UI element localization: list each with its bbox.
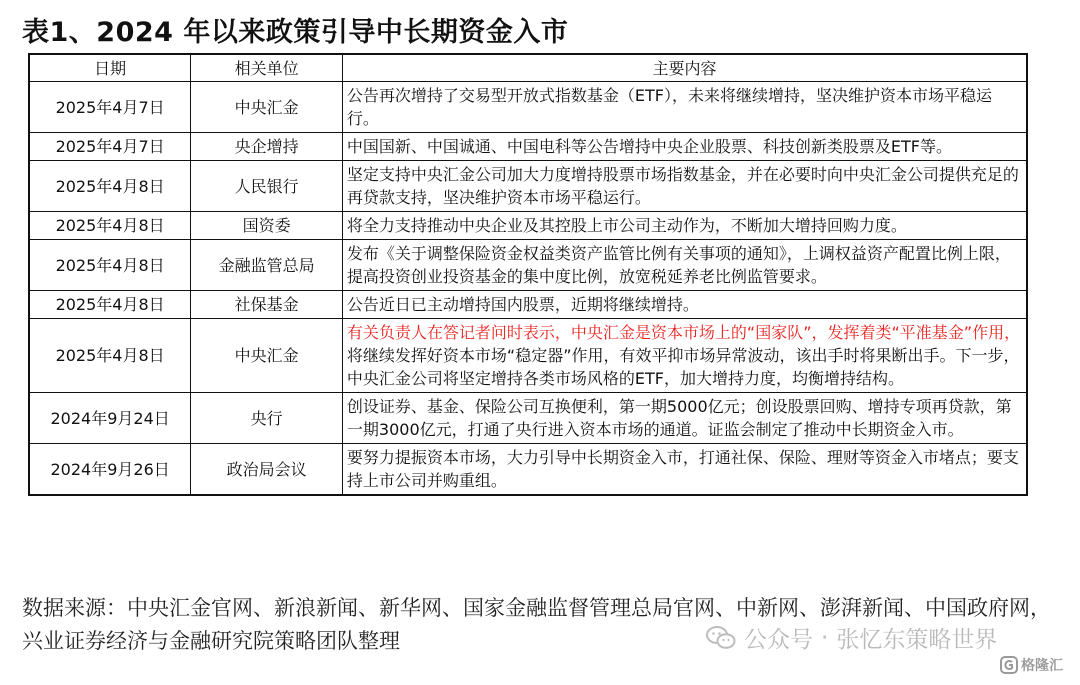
header-content: 主要内容	[342, 54, 1027, 82]
row-unit: 中央汇金	[191, 319, 343, 393]
row-unit: 社保基金	[191, 291, 343, 319]
data-source-note: 数据来源：中央汇金官网、新浪新闻、新华网、国家金融监督管理总局官网、中新网、澎湃新闻、中国政府网，兴业证券经济与金融研究院策略团队整理	[22, 596, 1051, 653]
row-date: 2025年4月8日	[29, 212, 191, 240]
table-row	[29, 393, 1027, 444]
table-row	[29, 133, 1027, 161]
row-content: 公告近日已主动增持国内股票，近期将继续增持。	[342, 291, 1027, 319]
wechat-icon	[706, 625, 736, 651]
table-row	[29, 82, 1027, 133]
row-date: 2025年4月7日	[29, 82, 191, 133]
policy-table	[28, 53, 1028, 496]
logo-mark-icon	[1000, 656, 1018, 674]
table-row	[29, 319, 1027, 393]
logo-text: 格隆汇	[1021, 658, 1063, 674]
row-content: 中国国新、中国诚通、中国电科等公告增持中央企业股票、科技创新类股票及ETF等。	[342, 133, 1027, 161]
row-date: 2025年4月8日	[29, 161, 191, 212]
row-date: 2025年4月8日	[29, 291, 191, 319]
table-row	[29, 212, 1027, 240]
row-unit: 人民银行	[191, 161, 343, 212]
table-row	[29, 444, 1027, 496]
wechat-watermark	[706, 621, 997, 654]
row-date: 2024年9月26日	[29, 444, 191, 496]
row-content: 创设证券、基金、保险公司互换便利，第一期5000亿元；创设股票回购、增持专项再贷款，第一期3000亿元，打通了央行进入资本市场的通道。证监会制定了推动中长期资金入市。	[342, 393, 1027, 444]
row-content-rest: 将继续发挥好资本市场“稳定器”作用，有效平抑市场异常波动，该出手时将果断出手。下一步，中央汇金公司将坚定增持各类市场风格的ETF，加大增持力度，均衡增持结构。	[346, 346, 1020, 388]
row-unit: 政治局会议	[191, 444, 343, 496]
row-content	[342, 319, 1027, 393]
row-unit: 金融监管总局	[191, 240, 343, 291]
row-date: 2024年9月24日	[29, 393, 191, 444]
row-content: 要努力提振资本市场，大力引导中长期资金入市，打通社保、保险、理财等资金入市堵点；要支持上市公司并购重组。	[342, 444, 1027, 496]
gelonghui-logo	[1000, 655, 1063, 675]
row-date: 2025年4月8日	[29, 319, 191, 393]
row-unit: 央行	[191, 393, 343, 444]
row-content: 发布《关于调整保险资金权益类资产监管比例有关事项的通知》，上调权益资产配置比例上限，提高投资创业投资基金的集中度比例，放宽税延养老比例监管要求。	[342, 240, 1027, 291]
watermark-name: 张忆东策略世界	[836, 627, 998, 653]
row-date: 2025年4月7日	[29, 133, 191, 161]
table-header-row	[29, 54, 1027, 82]
watermark-prefix: 公众号	[744, 627, 813, 653]
table-row	[29, 161, 1027, 212]
policy-table-wrapper	[28, 53, 1028, 496]
header-unit: 相关单位	[191, 54, 343, 82]
header-date: 日期	[29, 54, 191, 82]
table-row	[29, 291, 1027, 319]
row-content: 坚定支持中央汇金公司加大力度增持股票市场指数基金，并在必要时向中央汇金公司提供充足的再贷款支持，坚决维护资本市场平稳运行。	[342, 161, 1027, 212]
row-unit: 央企增持	[191, 133, 343, 161]
row-content: 将全力支持推动中央企业及其控股上市公司主动作为，不断加大增持回购力度。	[342, 212, 1027, 240]
row-unit: 中央汇金	[191, 82, 343, 133]
row-date: 2025年4月8日	[29, 240, 191, 291]
table-title: 表1、2024 年以来政策引导中长期资金入市	[22, 17, 569, 48]
table-row	[29, 240, 1027, 291]
row-unit: 国资委	[191, 212, 343, 240]
row-content-highlight: 有关负责人在答记者问时表示，中央汇金是资本市场上的“国家队”，发挥着类“平准基金”作用，	[346, 323, 1021, 342]
row-content: 公告再次增持了交易型开放式指数基金（ETF），未来将继续增持，坚决维护资本市场平稳运行。	[342, 82, 1027, 133]
watermark-dot: ·	[821, 624, 829, 651]
